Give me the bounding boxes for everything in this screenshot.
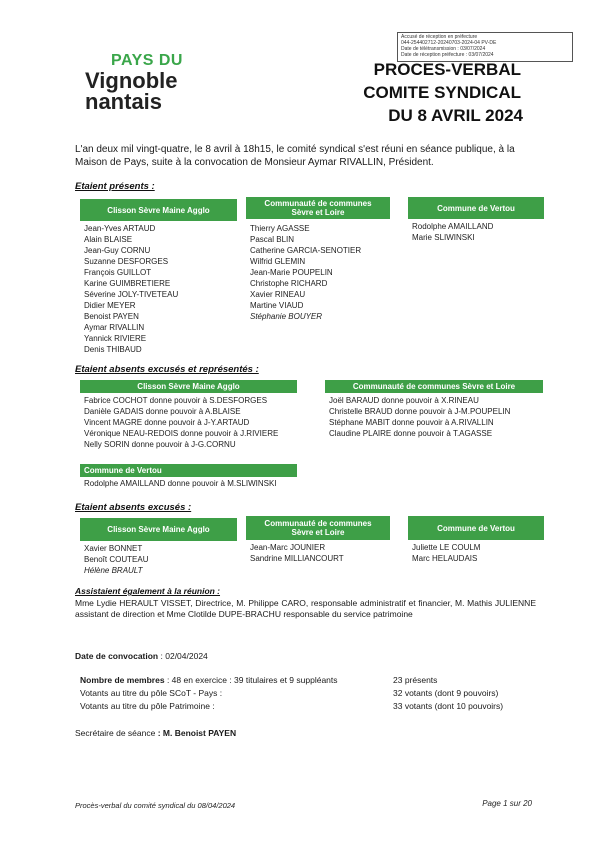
presents-col3-header: Commune de Vertou — [408, 197, 544, 219]
scot-votes-value: 32 votants (dont 9 pouvoirs) — [393, 688, 499, 698]
represented-col2-header: Communauté de communes Sèvre et Loire — [325, 380, 543, 393]
list-item: Martine VIAUD — [250, 301, 304, 310]
list-item: Christelle BRAUD donne pouvoir à J-M.POUPELIN — [329, 407, 511, 416]
list-item: Jean-Marc JOUNIER — [250, 543, 326, 552]
list-item: Yannick RIVIERE — [84, 334, 147, 343]
title-line-2: COMITE SYNDICAL — [363, 83, 521, 102]
list-item: Jean-Yves ARTAUD — [84, 224, 156, 233]
presents-col3-list — [412, 221, 493, 243]
stamp-line: 044-254402712-20240703-2024-04 PV-DE — [401, 40, 497, 46]
members-right: 23 présents — [393, 675, 438, 685]
patrimoine-votes-label: Votants au titre du pôle Patrimoine : — [80, 701, 215, 711]
list-item: Jean-Marie POUPELIN — [250, 268, 333, 277]
list-item: Benoît COUTEAU — [84, 555, 149, 564]
assistants-heading: Assistaient également à la réunion : — [75, 586, 221, 596]
stamp-line: Accusé de réception en préfecture — [401, 34, 478, 40]
title-line-3: DU 8 AVRIL 2024 — [388, 106, 523, 125]
secretary-label: Secrétaire de séance — [75, 728, 156, 738]
list-item: Juliette LE COULM — [412, 543, 481, 552]
excused-col1-header: Clisson Sèvre Maine Agglo — [80, 518, 237, 541]
represented-col3-list — [84, 478, 277, 489]
list-item: Séverine JOLY-TIVETEAU — [84, 290, 179, 299]
list-item: Rodolphe AMAILLAND donne pouvoir à M.SLIWINSKI — [84, 479, 277, 488]
logo-line-2: Vignoble — [85, 68, 178, 93]
list-item: Christophe RICHARD — [250, 279, 328, 288]
convocation-label: Date de convocation — [75, 651, 159, 661]
represented-col3-header: Commune de Vertou — [80, 464, 297, 477]
members-row — [80, 675, 338, 686]
represented-col1-list — [84, 395, 278, 450]
list-item: Alain BLAISE — [84, 235, 133, 244]
presents-col2-list — [250, 223, 361, 322]
list-item: Rodolphe AMAILLAND — [412, 222, 494, 231]
convocation-row — [75, 651, 208, 662]
members-label: Nombre de membres — [80, 675, 165, 685]
list-item: Wilfrid GLEMIN — [250, 257, 306, 266]
list-item: Catherine GARCIA-SENOTIER — [250, 246, 362, 255]
intro-paragraph: L'an deux mil vingt-quatre, le 8 avril à 18h15, le comité syndical s'est réuni en séance publique, à la Maison de Pays, suite à la convocation de Monsieur Aymar RIVALLIN, Président. — [75, 144, 515, 168]
header-line: Sèvre et Loire — [291, 528, 345, 537]
list-item: Didier MEYER — [84, 301, 136, 310]
secretary-row — [75, 728, 236, 739]
stamp-line: Date de télétransmission : 03/07/2024 — [401, 46, 486, 52]
list-item: Nelly SORIN donne pouvoir à J-G.CORNU — [84, 440, 236, 449]
logo — [85, 70, 178, 112]
excused-col1-list — [84, 543, 148, 576]
list-item: Hélène BRAULT — [84, 566, 143, 575]
list-item: Fabrice COCHOT donne pouvoir à S.DESFORGES — [84, 396, 268, 405]
footer-page-number: Page 1 sur 20 — [482, 799, 532, 808]
header-line: Communauté de communes — [264, 199, 372, 208]
list-item: Benoist PAYEN — [84, 312, 139, 321]
list-item: Thierry AGASSE — [250, 224, 310, 233]
list-item: Danièle GADAIS donne pouvoir à A.BLAISE — [84, 407, 241, 416]
logo-top-text: PAYS DU — [111, 52, 183, 69]
list-item: Sandrine MILLIANCOURT — [250, 554, 344, 563]
header-line: Sèvre et Loire — [291, 208, 345, 217]
list-item: Xavier RINEAU — [250, 290, 306, 299]
list-item: Véronique NEAU-REDOIS donne pouvoir à J.RIVIERE — [84, 429, 279, 438]
represented-col2-list — [329, 395, 510, 439]
list-item: Joël BARAUD donne pouvoir à X.RINEAU — [329, 396, 479, 405]
members-value: : 48 en exercice : 39 titulaires et 9 suppléants — [166, 675, 338, 685]
list-item: Suzanne DESFORGES — [84, 257, 169, 266]
represented-heading: Etaient absents excusés et représentés : — [75, 364, 259, 375]
secretary-value: : M. Benoist PAYEN — [157, 728, 237, 738]
assistants-text: Mme Lydie HERAULT VISSET, Directrice, M. Philippe CARO, responsable administratif et financier, M. Mathis JULIENNE assistant de direction et Mme Clotilde DUPE-BRACHU responsable du service patrimoine — [75, 598, 536, 619]
title-line-1: PROCES-VERBAL — [373, 60, 521, 79]
convocation-value: : 02/04/2024 — [160, 651, 208, 661]
presents-col2-header — [246, 197, 390, 219]
footer-left: Procès-verbal du comité syndical du 08/04/2024 — [75, 801, 236, 810]
list-item: Marie SLIWINSKI — [412, 233, 475, 242]
excused-col3-header: Commune de Vertou — [408, 516, 544, 540]
excused-heading: Etaient absents excusés : — [75, 502, 192, 513]
list-item: Aymar RIVALLIN — [84, 323, 145, 332]
list-item: Marc HELAUDAIS — [412, 554, 478, 563]
excused-col3-list — [412, 542, 480, 564]
represented-col1-header: Clisson Sèvre Maine Agglo — [80, 380, 297, 393]
list-item: Stéphane MABIT donne pouvoir à A.RIVALLIN — [329, 418, 494, 427]
list-item: Stéphanie BOUYER — [250, 312, 323, 321]
presents-col1-header: Clisson Sèvre Maine Agglo — [80, 199, 237, 221]
scot-votes-label: Votants au titre du pôle SCoT - Pays : — [80, 688, 223, 698]
presents-heading: Etaient présents : — [75, 181, 155, 192]
prefecture-stamp — [397, 32, 573, 62]
patrimoine-votes-value: 33 votants (dont 10 pouvoirs) — [393, 701, 504, 711]
stamp-line: Date de réception préfecture : 03/07/2024 — [401, 52, 494, 58]
list-item: Karine GUIMBRETIERE — [84, 279, 171, 288]
header-line: Communauté de communes — [264, 519, 372, 528]
excused-col2-header — [246, 516, 390, 540]
list-item: Denis THIBAUD — [84, 345, 142, 354]
logo-line-3: nantais — [85, 89, 163, 114]
list-item: Claudine PLAIRE donne pouvoir à T.AGASSE — [329, 429, 493, 438]
excused-col2-list — [250, 542, 344, 564]
presents-col1-list — [84, 223, 178, 355]
list-item: Pascal BLIN — [250, 235, 295, 244]
list-item: Xavier BONNET — [84, 544, 143, 553]
list-item: Vincent MAGRE donne pouvoir à J-Y.ARTAUD — [84, 418, 250, 427]
list-item: François GUILLOT — [84, 268, 152, 277]
list-item: Jean-Guy CORNU — [84, 246, 151, 255]
